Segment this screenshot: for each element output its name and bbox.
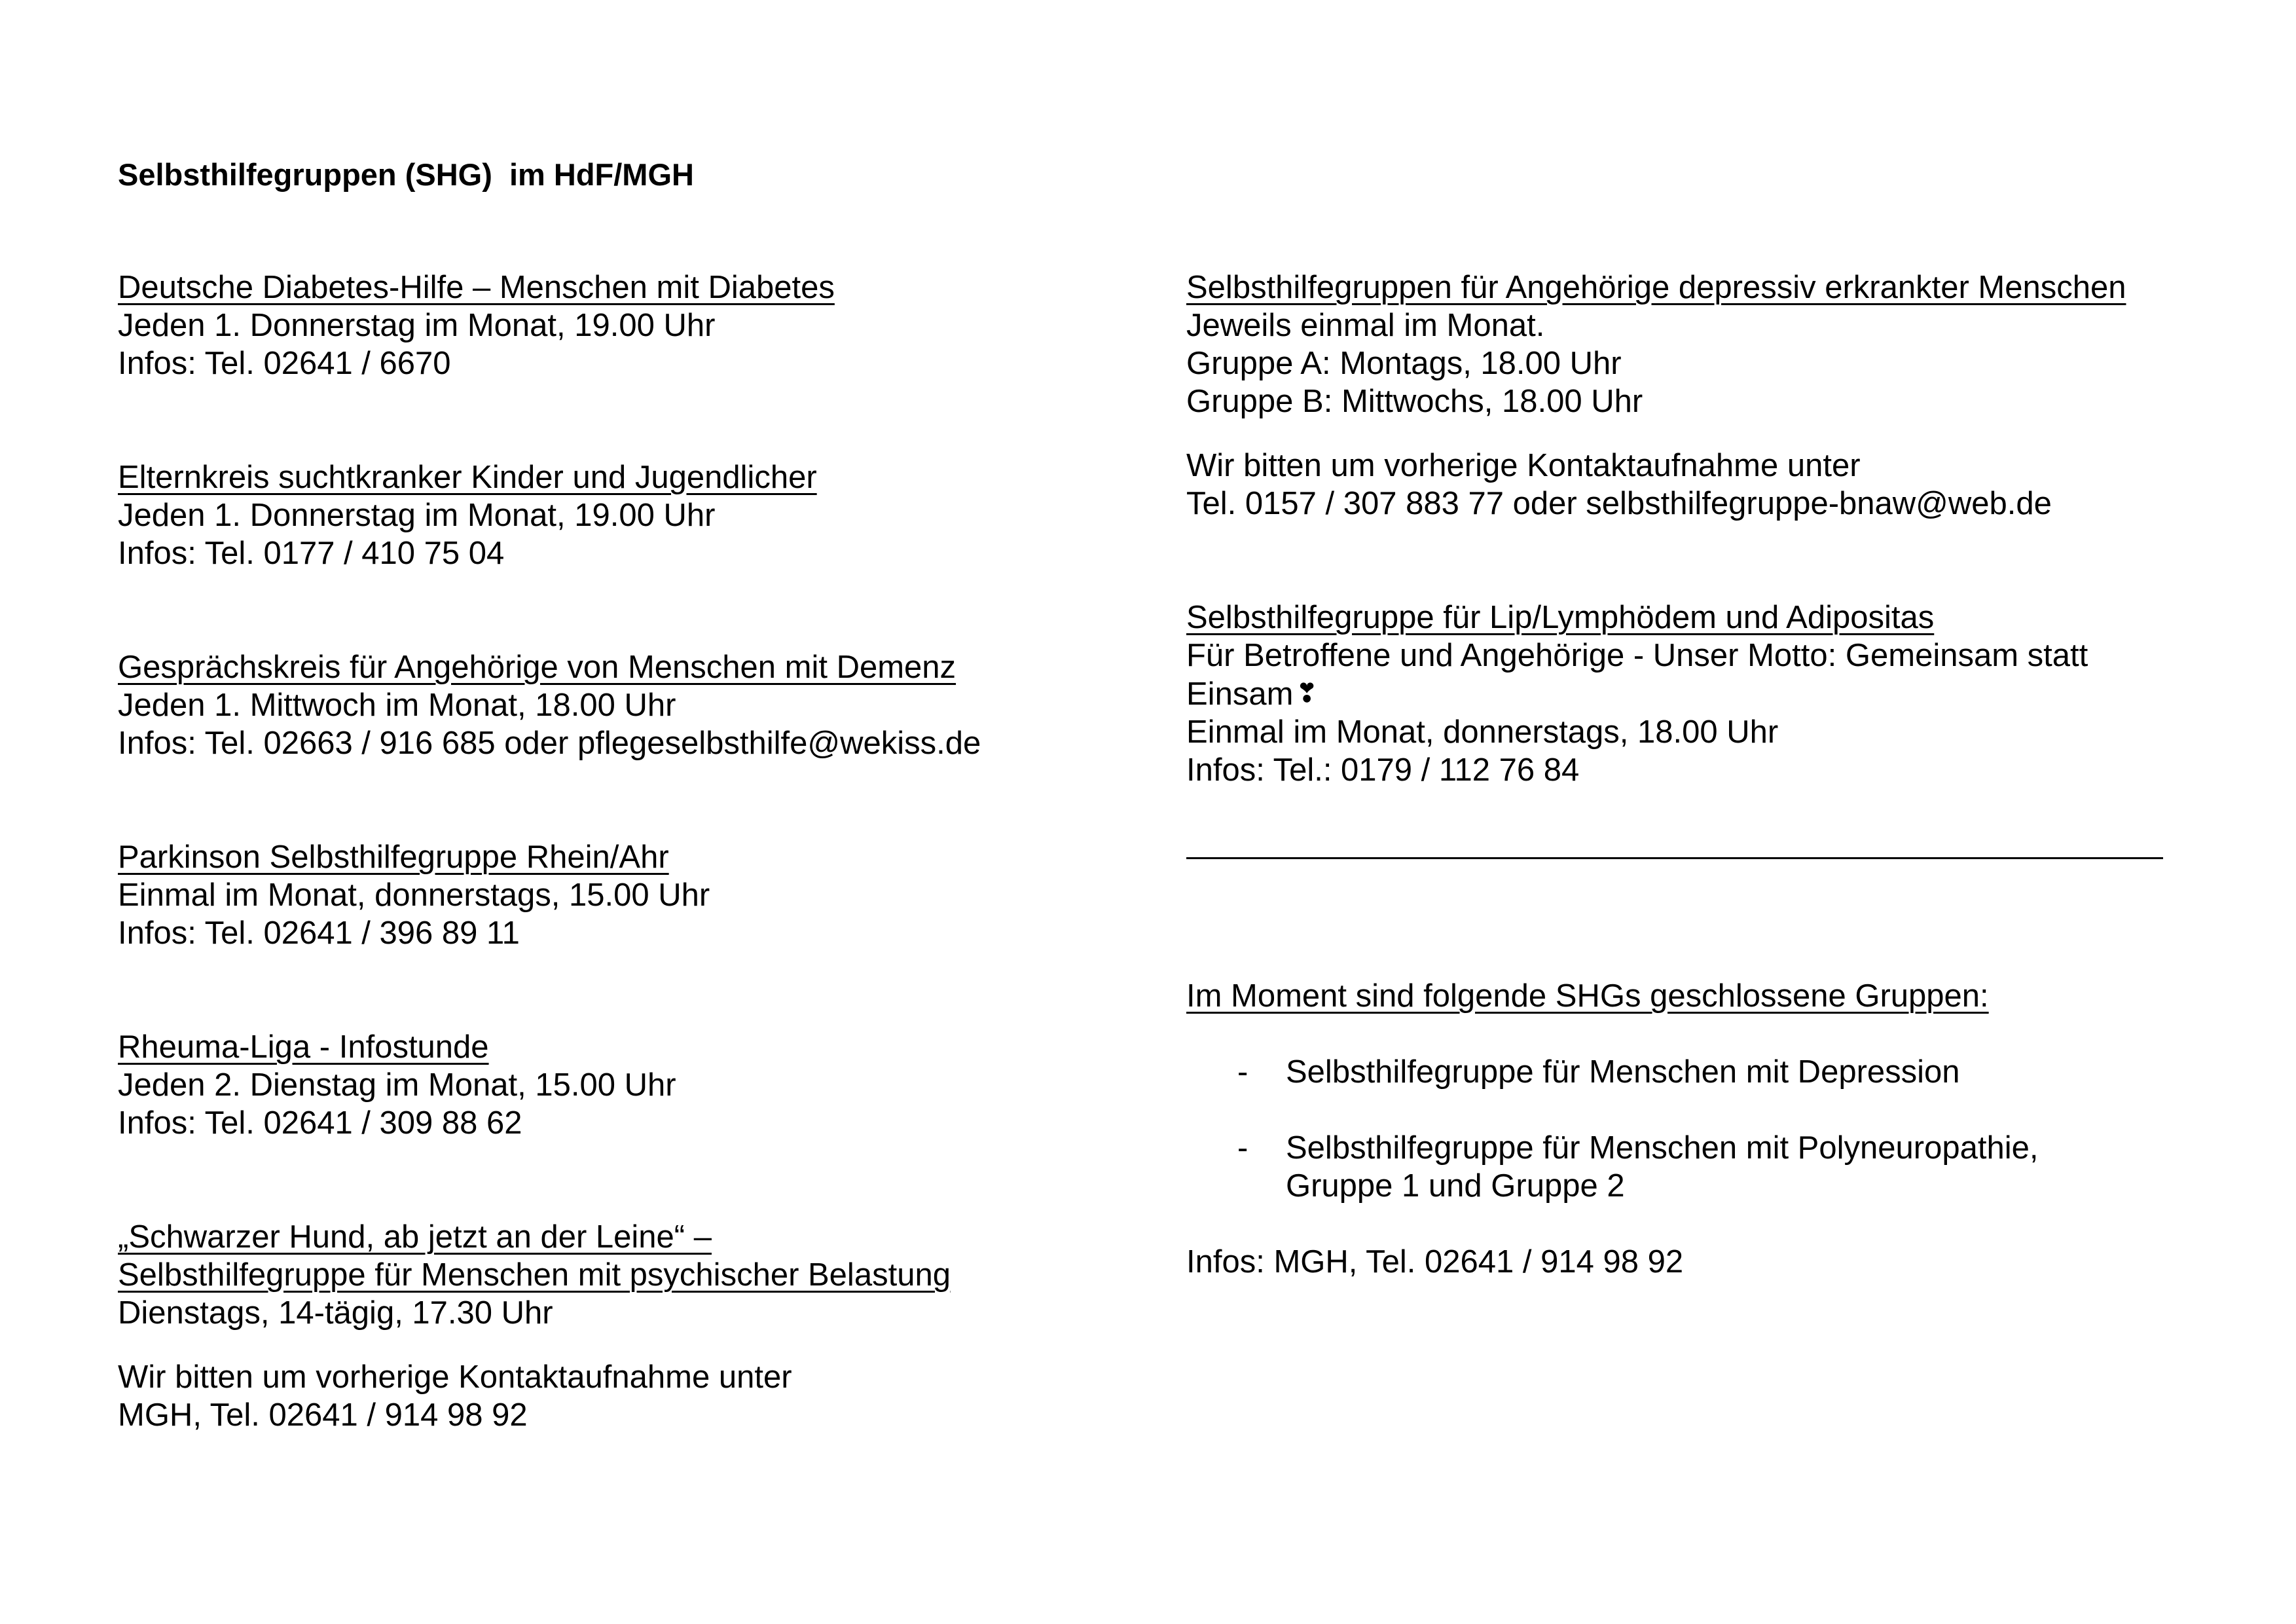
right-column (1186, 268, 2181, 1281)
group-info: Infos: Tel. 02641 / 6670 (118, 346, 451, 381)
group-heading: Selbsthilfegruppe für Lip/Lymphödem und Adipositas (1186, 600, 1935, 635)
group-schedule: Einmal im Monat, donnerstags, 18.00 Uhr (1186, 714, 1779, 750)
group-heading: Elternkreis suchtkranker Kinder und Jugendlicher (118, 460, 817, 495)
left-column (118, 268, 1100, 1434)
list-item (1186, 1053, 2181, 1091)
group-heading: Selbsthilfegruppen für Angehörige depressiv erkrankter Menschen (1186, 270, 2126, 305)
list-item (1186, 1129, 2181, 1205)
group-a-schedule: Gruppe A: Montags, 18.00 Uhr (1186, 346, 1622, 381)
group-heading: Parkinson Selbsthilfegruppe Rhein/Ahr (118, 840, 669, 875)
group-info: Infos: Tel. 0177 / 410 75 04 (118, 536, 505, 571)
group-lipoedem (1186, 599, 2181, 789)
group-schwarzer-hund (118, 1218, 1100, 1434)
group-schedule: Jeden 1. Donnerstag im Monat, 19.00 Uhr (118, 498, 716, 533)
group-info: Infos: Tel. 02641 / 396 89 11 (118, 915, 520, 951)
group-schedule: Jeden 2. Dienstag im Monat, 15.00 Uhr (118, 1067, 676, 1103)
group-heading: Deutsche Diabetes-Hilfe – Menschen mit Diabetes (118, 270, 835, 305)
group-diabetes (118, 268, 1100, 382)
group-b-schedule: Gruppe B: Mittwochs, 18.00 Uhr (1186, 384, 1643, 419)
heart-icon: ❣ (1296, 679, 1318, 708)
group-info: Infos: Tel. 02641 / 309 88 62 (118, 1105, 522, 1141)
group-rheuma (118, 1028, 1100, 1142)
group-contact-phone: MGH, Tel. 02641 / 914 98 92 (118, 1397, 528, 1433)
group-motto-end (1186, 674, 2181, 713)
group-heading: „Schwarzer Hund, ab jetzt an der Leine“ – (118, 1219, 712, 1255)
group-info: Infos: Tel.: 0179 / 112 76 84 (1186, 752, 1580, 788)
list-item-text-cont: Gruppe 1 und Gruppe 2 (1286, 1168, 1625, 1204)
list-dash: - (1237, 1130, 1248, 1166)
group-schedule: Jeden 1. Mittwoch im Monat, 18.00 Uhr (118, 688, 676, 723)
group-angehoerige-depressiv (1186, 268, 2181, 523)
group-info: Infos: Tel. 02663 / 916 685 oder pflegeselbsthilfe@wekiss.de (118, 726, 981, 761)
group-elternkreis (118, 458, 1100, 572)
group-heading: Rheuma-Liga - Infostunde (118, 1029, 489, 1065)
closed-groups (1186, 977, 2181, 1281)
group-frequency: Jeweils einmal im Monat. (1186, 308, 1545, 343)
group-heading: Gesprächskreis für Angehörige von Menschen mit Demenz (118, 650, 957, 685)
motto-word: Einsam (1186, 676, 1294, 712)
list-item-text: Selbsthilfegruppe für Menschen mit Depression (1286, 1054, 1960, 1090)
list-dash: - (1237, 1054, 1248, 1090)
group-schedule: Jeden 1. Donnerstag im Monat, 19.00 Uhr (118, 308, 716, 343)
list-item-text: Selbsthilfegruppe für Menschen mit Polyneuropathie, (1286, 1130, 2039, 1166)
closed-groups-info: Infos: MGH, Tel. 02641 / 914 98 92 (1186, 1244, 1684, 1280)
group-contact-note: Wir bitten um vorherige Kontaktaufnahme unter (118, 1359, 792, 1395)
page-title: Selbsthilfegruppen (SHG) im HdF/MGH (118, 157, 694, 192)
closed-groups-heading: Im Moment sind folgende SHGs geschlossene Gruppen: (1186, 978, 1989, 1014)
group-schedule: Dienstags, 14-tägig, 17.30 Uhr (118, 1295, 553, 1331)
group-parkinson (118, 838, 1100, 952)
group-contact-phone: Tel. 0157 / 307 883 77 oder selbsthilfegruppe-bnaw@web.de (1186, 486, 2052, 521)
group-subheading: Selbsthilfegruppe für Menschen mit psychischer Belastung (118, 1257, 951, 1293)
section-divider (1186, 857, 2163, 859)
group-contact-note: Wir bitten um vorherige Kontaktaufnahme unter (1186, 448, 1861, 483)
closed-groups-list (1186, 1053, 2181, 1205)
group-schedule: Einmal im Monat, donnerstags, 15.00 Uhr (118, 877, 710, 913)
group-motto: Für Betroffene und Angehörige - Unser Motto: Gemeinsam statt (1186, 638, 2088, 673)
group-demenz (118, 648, 1100, 762)
